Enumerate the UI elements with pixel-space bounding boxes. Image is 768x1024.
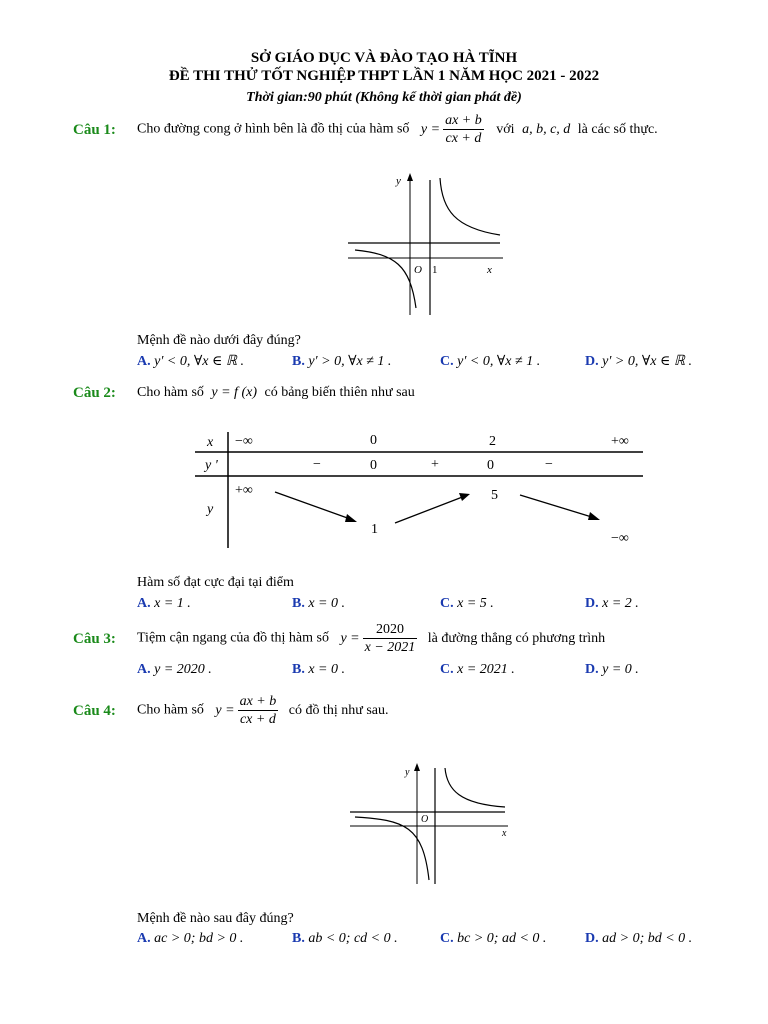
q4-frac-num: ax + b bbox=[239, 694, 277, 709]
q1-option-c[interactable] bbox=[440, 353, 540, 370]
q3-option-d-text: y = 0 . bbox=[602, 662, 639, 677]
q4-option-b-text: ab < 0; cd < 0 . bbox=[308, 931, 398, 946]
q1-graph-x-label: x bbox=[487, 264, 492, 276]
q1-frac-num: ax + b bbox=[445, 113, 482, 128]
q4-option-a[interactable] bbox=[137, 931, 243, 947]
q3-option-c-text: x = 2021 . bbox=[457, 662, 515, 677]
q3-text-after: là đường thẳng có phương trình bbox=[427, 630, 606, 646]
q4-option-c-letter: C. bbox=[440, 931, 454, 946]
variation-table-lines bbox=[195, 430, 645, 550]
q2-option-a-text: x = 1 . bbox=[154, 596, 191, 611]
q3-text bbox=[137, 621, 605, 656]
table-y-neg-inf: −∞ bbox=[611, 531, 629, 546]
q4-option-d-letter: D. bbox=[585, 931, 599, 946]
q1-option-d-text: y′ > 0, ∀x ∈ ℝ . bbox=[602, 354, 692, 369]
q4-prompt: Mệnh đề nào sau đây đúng? bbox=[137, 911, 294, 926]
table-x-0: 0 bbox=[370, 433, 377, 448]
q1-option-d-letter: D. bbox=[585, 354, 599, 369]
q4-text-after: có đồ thị như sau. bbox=[288, 702, 389, 718]
q4-option-c[interactable] bbox=[440, 931, 546, 947]
q4-y-eq: y = bbox=[215, 702, 235, 718]
q2-text-before: Cho hàm số bbox=[137, 385, 204, 400]
q1-frac-den: cx + d bbox=[445, 131, 482, 146]
q3-frac-den: x − 2021 bbox=[364, 640, 416, 655]
q4-graph bbox=[345, 760, 515, 888]
q3-option-d-letter: D. bbox=[585, 662, 599, 677]
q3-option-c-letter: C. bbox=[440, 662, 454, 677]
q1-graph-origin: O bbox=[414, 264, 422, 276]
q2-option-b-text: x = 0 . bbox=[308, 596, 346, 611]
q3-fraction bbox=[363, 621, 418, 656]
table-x-pos-inf: +∞ bbox=[611, 434, 629, 449]
q1-option-a-text: y′ < 0, ∀x ∈ ℝ . bbox=[154, 354, 244, 369]
q3-option-a-text: y = 2020 . bbox=[154, 662, 212, 677]
variation-table bbox=[195, 430, 645, 550]
q3-option-d[interactable] bbox=[585, 662, 639, 678]
q1-y-eq: y = bbox=[420, 121, 441, 137]
q1-prompt: Mệnh đề nào dưới đây đúng? bbox=[137, 333, 301, 348]
q4-graph-y-label: y bbox=[405, 767, 410, 778]
q3-frac-num: 2020 bbox=[363, 621, 418, 639]
q3-option-a[interactable] bbox=[137, 662, 212, 678]
q1-option-c-letter: C. bbox=[440, 354, 454, 369]
q4-option-d-text: ad > 0; bd < 0 . bbox=[602, 931, 693, 946]
q4-text-before: Cho hàm số bbox=[137, 702, 204, 718]
table-row-dy: y ' bbox=[205, 458, 218, 473]
header-school: SỞ GIÁO DỤC VÀ ĐÀO TẠO HÀ TĨNH bbox=[250, 50, 518, 66]
q2-option-d-letter: D. bbox=[585, 596, 599, 611]
q4-label: Câu 4: bbox=[73, 703, 116, 719]
table-row-x: x bbox=[207, 435, 214, 450]
q1-vars: a, b, c, d bbox=[522, 121, 571, 137]
table-x-2: 2 bbox=[489, 434, 496, 449]
q1-option-b-letter: B. bbox=[292, 354, 305, 369]
table-dy-zero-1: 0 bbox=[370, 458, 377, 473]
q1-option-b[interactable] bbox=[292, 353, 391, 370]
header-exam-title: ĐỀ THI THỬ TỐT NGHIỆP THPT LẦN 1 NĂM HỌC 2021 - 2022 bbox=[168, 68, 600, 84]
q3-option-b-letter: B. bbox=[292, 662, 305, 677]
q2-option-b-letter: B. bbox=[292, 596, 305, 611]
table-dy-zero-2: 0 bbox=[487, 458, 494, 473]
q4-option-a-text: ac > 0; bd > 0 . bbox=[154, 931, 244, 946]
q2-label: Câu 2: bbox=[73, 385, 116, 401]
q1-graph-y-label: y bbox=[396, 175, 401, 187]
q2-option-c-text: x = 5 . bbox=[457, 596, 494, 611]
q1-graph-one: 1 bbox=[432, 264, 438, 276]
table-dy-sign-2: + bbox=[431, 457, 439, 472]
q3-text-before: Tiệm cận ngang của đồ thị hàm số bbox=[137, 630, 329, 646]
q2-text bbox=[137, 385, 415, 401]
q1-text bbox=[137, 112, 658, 147]
q3-label: Câu 3: bbox=[73, 631, 116, 647]
q2-option-c[interactable] bbox=[440, 596, 494, 612]
q1-option-a-letter: A. bbox=[137, 354, 151, 369]
q4-option-b[interactable] bbox=[292, 931, 398, 947]
q1-option-a[interactable] bbox=[137, 353, 244, 370]
table-y-max: 5 bbox=[491, 488, 498, 503]
q2-option-c-letter: C. bbox=[440, 596, 454, 611]
q2-option-b[interactable] bbox=[292, 596, 345, 612]
q3-option-b[interactable] bbox=[292, 662, 345, 678]
table-dy-sign-1: − bbox=[313, 457, 321, 472]
q2-prompt: Hàm số đạt cực đại tại điểm bbox=[137, 575, 294, 590]
q2-option-d[interactable] bbox=[585, 596, 639, 612]
q1-option-b-text: y′ > 0, ∀x ≠ 1 . bbox=[308, 354, 392, 369]
q1-text-after: với bbox=[496, 121, 515, 137]
table-x-neg-inf: −∞ bbox=[235, 434, 253, 449]
q1-text-end: là các số thực. bbox=[577, 121, 658, 137]
q4-option-c-text: bc > 0; ad < 0 . bbox=[457, 931, 547, 946]
q1-option-c-text: y′ < 0, ∀x ≠ 1 . bbox=[457, 354, 541, 369]
table-y-pos-inf: +∞ bbox=[235, 483, 253, 498]
table-dy-sign-3: − bbox=[545, 457, 553, 472]
q2-option-a[interactable] bbox=[137, 596, 191, 612]
q2-text-after: có bảng biến thiên như sau bbox=[264, 385, 415, 400]
q1-fraction bbox=[443, 112, 484, 147]
q3-option-a-letter: A. bbox=[137, 662, 151, 677]
q1-text-before: Cho đường cong ở hình bên là đồ thị của hàm số bbox=[137, 121, 410, 137]
q4-text bbox=[137, 693, 388, 728]
q2-option-a-letter: A. bbox=[137, 596, 151, 611]
q1-graph bbox=[340, 170, 510, 320]
q3-y-eq: y = bbox=[340, 630, 360, 646]
q1-label: Câu 1: bbox=[73, 122, 116, 138]
q4-option-a-letter: A. bbox=[137, 931, 151, 946]
q2-func: y = f (x) bbox=[211, 385, 257, 400]
q4-option-b-letter: B. bbox=[292, 931, 305, 946]
q4-graph-x-label: x bbox=[502, 828, 507, 839]
q2-option-d-text: x = 2 . bbox=[602, 596, 639, 611]
q4-graph-origin: O bbox=[421, 814, 429, 825]
q3-option-b-text: x = 0 . bbox=[308, 662, 346, 677]
table-row-y: y bbox=[207, 502, 214, 517]
q4-frac-den: cx + d bbox=[239, 712, 276, 727]
q4-fraction bbox=[238, 693, 279, 728]
q4-option-d[interactable] bbox=[585, 931, 692, 947]
table-y-min: 1 bbox=[371, 522, 378, 537]
q1-option-d[interactable] bbox=[585, 353, 692, 370]
q3-option-c[interactable] bbox=[440, 662, 515, 678]
header-time: Thời gian:90 phút (Không kể thời gian phát đề) bbox=[246, 90, 522, 105]
